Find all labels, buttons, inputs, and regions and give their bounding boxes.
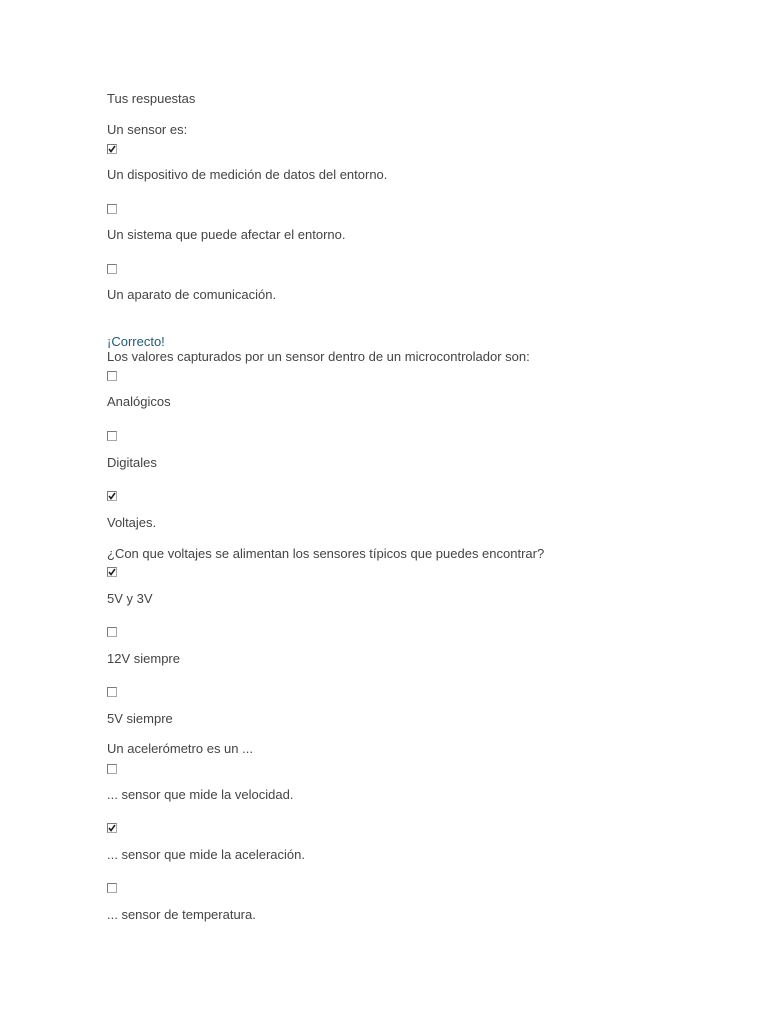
question-3-option-1-label: 5V y 3V [107, 591, 153, 606]
question-1-option-1-checkbox[interactable] [107, 144, 117, 154]
question-4-option-2-label: ... sensor que mide la aceleración. [107, 847, 305, 862]
question-2-prompt: Los valores capturados por un sensor dentro de un microcontrolador son: [107, 349, 530, 364]
question-3-option-2-checkbox[interactable] [107, 627, 117, 637]
question-3-option-3-label: 5V siempre [107, 711, 173, 726]
question-2-option-2-checkbox[interactable] [107, 431, 117, 441]
question-3-prompt: ¿Con que voltajes se alimentan los sensores típicos que puedes encontrar? [107, 546, 545, 561]
question-4-option-2-checkbox[interactable] [107, 823, 117, 833]
question-3-option-2-label: 12V siempre [107, 651, 180, 666]
question-4-option-3-label: ... sensor de temperatura. [107, 907, 256, 922]
question-4-option-1-checkbox[interactable] [107, 764, 117, 774]
checkmark-icon [108, 145, 116, 153]
question-2-option-1-checkbox[interactable] [107, 371, 117, 381]
feedback-correct: ¡Correcto! [107, 334, 165, 349]
question-2-option-2-label: Digitales [107, 455, 157, 470]
checkmark-icon [108, 492, 116, 500]
question-4-option-3-checkbox[interactable] [107, 883, 117, 893]
question-1-prompt: Un sensor es: [107, 122, 188, 137]
question-4-prompt: Un acelerómetro es un ... [107, 741, 253, 756]
checkmark-icon [108, 568, 116, 576]
question-2-option-3-checkbox[interactable] [107, 491, 117, 501]
question-1-option-3-label: Un aparato de comunicación. [107, 287, 277, 302]
question-1-option-2-checkbox[interactable] [107, 204, 117, 214]
question-1-option-1-label: Un dispositivo de medición de datos del entorno. [107, 167, 388, 182]
question-2-option-3-label: Voltajes. [107, 515, 157, 530]
checkmark-icon [108, 824, 116, 832]
question-4-option-1-label: ... sensor que mide la velocidad. [107, 787, 294, 802]
question-1-option-3-checkbox[interactable] [107, 264, 117, 274]
question-3-option-3-checkbox[interactable] [107, 687, 117, 697]
question-1-option-2-label: Un sistema que puede afectar el entorno. [107, 227, 346, 242]
question-2-option-1-label: Analógicos [107, 394, 171, 409]
page-heading: Tus respuestas [107, 91, 196, 106]
question-3-option-1-checkbox[interactable] [107, 567, 117, 577]
